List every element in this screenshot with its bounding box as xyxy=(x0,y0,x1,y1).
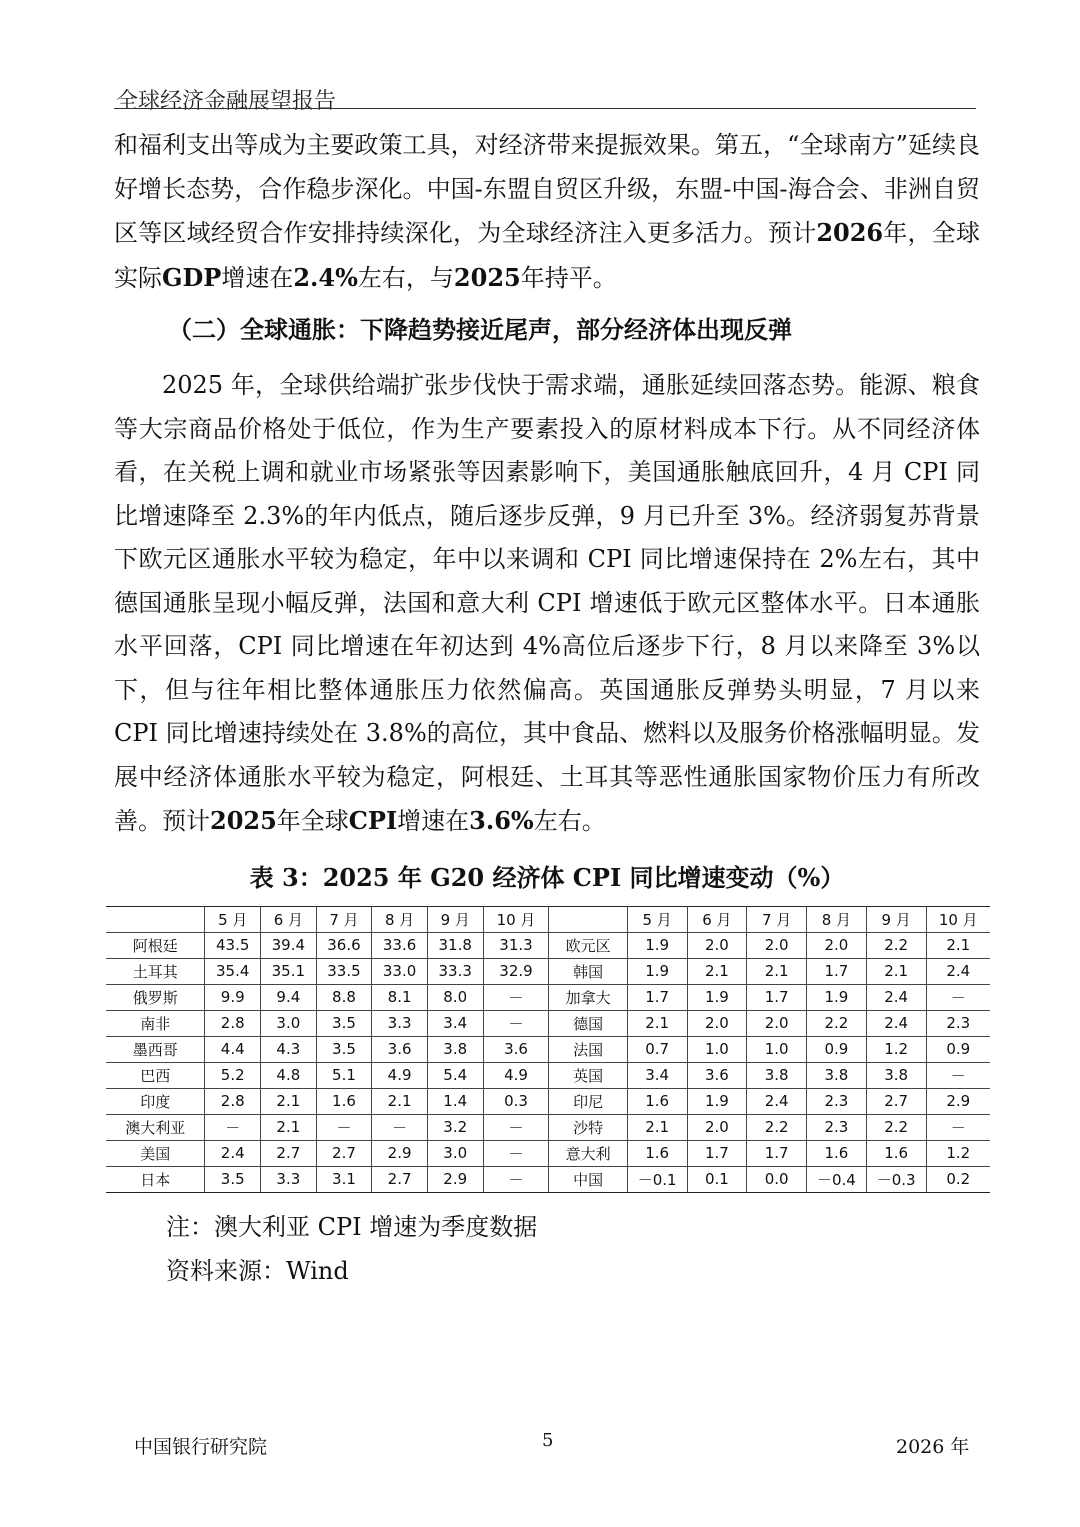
cpi-value-cell: 0.9 xyxy=(807,1036,867,1062)
economy-name-cell: 加拿大 xyxy=(549,984,627,1010)
cpi-value-cell: 2.7 xyxy=(372,1166,428,1192)
cpi-value-cell: 2.2 xyxy=(747,1114,807,1140)
cpi-value-cell: 2.1 xyxy=(372,1088,428,1114)
cpi-value-cell: 5.4 xyxy=(427,1062,483,1088)
cpi-value-cell: 2.1 xyxy=(261,1114,317,1140)
cpi-value-cell: 3.5 xyxy=(205,1166,261,1192)
cpi-value-cell: 3.6 xyxy=(687,1062,747,1088)
p2-bold-year: 2025 xyxy=(210,806,277,835)
cpi-value-cell: 1.0 xyxy=(687,1036,747,1062)
cpi-value-cell: － xyxy=(372,1114,428,1140)
table-row xyxy=(106,1010,990,1036)
cpi-value-cell: 2.4 xyxy=(747,1088,807,1114)
p2-bold-rate: 3.6% xyxy=(469,806,534,835)
cpi-value-cell: 3.4 xyxy=(627,1062,687,1088)
p2-text-2: 年全球 xyxy=(276,807,349,835)
footer-year: 2026 年 xyxy=(896,1436,970,1458)
p1-text-2: 年，全球实际 xyxy=(114,219,980,292)
cpi-value-cell: － xyxy=(205,1114,261,1140)
cpi-value-cell: 2.3 xyxy=(807,1114,867,1140)
economy-name-cell: 土耳其 xyxy=(106,958,205,984)
cpi-value-cell: 3.3 xyxy=(261,1166,317,1192)
cpi-value-cell: 2.1 xyxy=(747,958,807,984)
cpi-value-cell: 2.9 xyxy=(372,1140,428,1166)
cpi-value-cell: － xyxy=(483,984,549,1010)
cpi-value-cell: 1.4 xyxy=(427,1088,483,1114)
cpi-value-cell: 1.9 xyxy=(687,1088,747,1114)
cpi-value-cell: － xyxy=(483,1010,549,1036)
header-blank-left xyxy=(106,906,205,932)
cpi-value-cell: 2.3 xyxy=(807,1088,867,1114)
cpi-value-cell: 0.2 xyxy=(926,1166,990,1192)
cpi-value-cell: 1.9 xyxy=(627,932,687,958)
cpi-value-cell: 1.7 xyxy=(627,984,687,1010)
cpi-value-cell: 32.9 xyxy=(483,958,549,984)
p2-text-1: 2025 年，全球供给端扩张步伐快于需求端，通胀延续回落态势。能源、粮食等大宗商品价格处于低位，作为生产要素投入的原材料成本下行。从不同经济体看，在关税上调和就业市场紧张等因素影响下，美国通胀触底回升，4 月 CPI 同比增速降至 2.3%的年内低点，随后逐步反弹，9 月已升至 3%。经济弱复苏背景下欧元区通胀水平较为稳定，年中以来调和 CPI 同比增速保持在 2%左右，其中德国通胀呈现小幅反弹，法国和意大利 CPI 增速低于欧元区整体水平。日本通胀水平回落，CPI 同比增速在年初达到 4%高位后逐步下行，8 月以来降至 3%以下，但与往年相比整体通胀压力依然偏高。英国通胀反弹势头明显，7 月以来 CPI 同比增速持续处在 3.8%的高位，其中食品、燃料以及服务价格涨幅明显。发展中经济体通胀水平较为稳定，阿根廷、土耳其等恶性通胀国家物价压力有所改善。预计 xyxy=(114,371,980,835)
cpi-value-cell: 1.6 xyxy=(316,1088,372,1114)
cpi-value-cell: 2.0 xyxy=(747,1010,807,1036)
table-header-row xyxy=(106,906,990,932)
economy-name-cell: 巴西 xyxy=(106,1062,205,1088)
cpi-value-cell: － xyxy=(926,1062,990,1088)
cpi-value-cell: 3.6 xyxy=(483,1036,549,1062)
cpi-value-cell: 3.2 xyxy=(427,1114,483,1140)
cpi-value-cell: 3.8 xyxy=(427,1036,483,1062)
cpi-value-cell: 39.4 xyxy=(261,932,317,958)
cpi-value-cell: 3.6 xyxy=(372,1036,428,1062)
table-row xyxy=(106,1114,990,1140)
cpi-value-cell: 2.9 xyxy=(926,1088,990,1114)
cpi-value-cell: 3.8 xyxy=(866,1062,926,1088)
economy-name-cell: 欧元区 xyxy=(549,932,627,958)
month-header: 9 月 xyxy=(427,906,483,932)
cpi-value-cell: 0.7 xyxy=(627,1036,687,1062)
month-header: 5 月 xyxy=(205,906,261,932)
paragraph-gdp-outlook xyxy=(114,124,980,300)
cpi-value-cell: 0.9 xyxy=(926,1036,990,1062)
economy-name-cell: 美国 xyxy=(106,1140,205,1166)
cpi-value-cell: 2.8 xyxy=(205,1088,261,1114)
cpi-value-cell: 2.0 xyxy=(747,932,807,958)
cpi-value-cell: 9.9 xyxy=(205,984,261,1010)
cpi-value-cell: 2.4 xyxy=(205,1140,261,1166)
month-header: 8 月 xyxy=(372,906,428,932)
cpi-value-cell: 8.0 xyxy=(427,984,483,1010)
cpi-value-cell: 2.1 xyxy=(926,932,990,958)
p1-text-4: 左右，与 xyxy=(357,263,454,292)
table-row xyxy=(106,958,990,984)
data-source: 资料来源：Wind xyxy=(166,1256,349,1285)
month-header: 9 月 xyxy=(866,906,926,932)
p2-text-3: 增速在 xyxy=(397,807,470,835)
cpi-value-cell: －0.1 xyxy=(627,1166,687,1192)
table-row xyxy=(106,1062,990,1088)
cpi-value-cell: 1.6 xyxy=(627,1088,687,1114)
cpi-value-cell: 33.3 xyxy=(427,958,483,984)
month-header: 6 月 xyxy=(261,906,317,932)
month-header: 10 月 xyxy=(483,906,549,932)
cpi-value-cell: －0.3 xyxy=(866,1166,926,1192)
page-content xyxy=(114,124,980,1293)
economy-name-cell: 日本 xyxy=(106,1166,205,1192)
cpi-value-cell: 2.1 xyxy=(687,958,747,984)
cpi-value-cell: 3.1 xyxy=(316,1166,372,1192)
economy-name-cell: 中国 xyxy=(549,1166,627,1192)
cpi-value-cell: － xyxy=(483,1140,549,1166)
table-caption: 表 3：2025 年 G20 经济体 CPI 同比增速变动（%） xyxy=(249,862,845,892)
cpi-value-cell: 2.1 xyxy=(866,958,926,984)
cpi-value-cell: 4.3 xyxy=(261,1036,317,1062)
month-header: 7 月 xyxy=(747,906,807,932)
cpi-value-cell: 3.4 xyxy=(427,1010,483,1036)
p1-bold-year: 2026 xyxy=(816,218,884,247)
economy-name-cell: 意大利 xyxy=(549,1140,627,1166)
cpi-value-cell: 1.7 xyxy=(747,984,807,1010)
table-row xyxy=(106,984,990,1010)
cpi-value-cell: 3.3 xyxy=(372,1010,428,1036)
cpi-value-cell: 0.3 xyxy=(483,1088,549,1114)
cpi-value-cell: 2.2 xyxy=(866,932,926,958)
cpi-value-cell: 1.6 xyxy=(807,1140,867,1166)
cpi-value-cell: 8.8 xyxy=(316,984,372,1010)
cpi-value-cell: 33.6 xyxy=(372,932,428,958)
cpi-value-cell: 31.3 xyxy=(483,932,549,958)
table-note: 注：澳大利亚 CPI 增速为季度数据 xyxy=(166,1212,538,1241)
month-header: 7 月 xyxy=(316,906,372,932)
cpi-table-body xyxy=(106,932,990,1192)
cpi-value-cell: 2.8 xyxy=(205,1010,261,1036)
month-header: 8 月 xyxy=(807,906,867,932)
cpi-value-cell: 2.0 xyxy=(807,932,867,958)
cpi-value-cell: 1.2 xyxy=(866,1036,926,1062)
cpi-value-cell: 4.8 xyxy=(261,1062,317,1088)
economy-name-cell: 墨西哥 xyxy=(106,1036,205,1062)
economy-name-cell: 沙特 xyxy=(549,1114,627,1140)
cpi-value-cell: 1.7 xyxy=(747,1140,807,1166)
cpi-value-cell: 35.4 xyxy=(205,958,261,984)
cpi-value-cell: 3.0 xyxy=(261,1010,317,1036)
economy-name-cell: 英国 xyxy=(549,1062,627,1088)
cpi-value-cell: 2.7 xyxy=(261,1140,317,1166)
cpi-value-cell: 36.6 xyxy=(316,932,372,958)
cpi-value-cell: 2.1 xyxy=(261,1088,317,1114)
economy-name-cell: 俄罗斯 xyxy=(106,984,205,1010)
cpi-table xyxy=(106,906,990,1193)
economy-name-cell: 南非 xyxy=(106,1010,205,1036)
header-rule xyxy=(114,108,976,109)
cpi-value-cell: － xyxy=(926,1114,990,1140)
economy-name-cell: 韩国 xyxy=(549,958,627,984)
cpi-value-cell: 4.4 xyxy=(205,1036,261,1062)
month-header: 6 月 xyxy=(687,906,747,932)
p1-text-1: 和福利支出等成为主要政策工具，对经济带来提振效果。第五，“全球南方”延续良好增长态势，合作稳步深化。中国-东盟自贸区升级，东盟-中国-海合会、非洲自贸区等区域经贸合作安排持续深化，为全球经济注入更多活力。预计 xyxy=(114,131,980,247)
cpi-value-cell: 1.0 xyxy=(747,1036,807,1062)
cpi-value-cell: － xyxy=(483,1166,549,1192)
month-header: 10 月 xyxy=(926,906,990,932)
cpi-value-cell: 2.7 xyxy=(866,1088,926,1114)
cpi-value-cell: 1.6 xyxy=(627,1140,687,1166)
header-blank-right xyxy=(549,906,627,932)
cpi-value-cell: 31.8 xyxy=(427,932,483,958)
cpi-value-cell: 4.9 xyxy=(483,1062,549,1088)
p1-text-3: 增速在 xyxy=(221,263,294,292)
economy-name-cell: 阿根廷 xyxy=(106,932,205,958)
cpi-value-cell: 2.0 xyxy=(687,932,747,958)
p2-bold-cpi: CPI xyxy=(348,806,398,835)
cpi-value-cell: 3.0 xyxy=(427,1140,483,1166)
cpi-value-cell: 2.3 xyxy=(926,1010,990,1036)
cpi-value-cell: 2.1 xyxy=(627,1114,687,1140)
p1-bold-rate: 2.4% xyxy=(293,262,358,292)
cpi-value-cell: 3.8 xyxy=(807,1062,867,1088)
cpi-value-cell: 0.0 xyxy=(747,1166,807,1192)
p1-bold-gdp: GDP xyxy=(162,262,222,292)
cpi-value-cell: 3.8 xyxy=(747,1062,807,1088)
cpi-value-cell: 3.5 xyxy=(316,1010,372,1036)
cpi-value-cell: 2.0 xyxy=(687,1114,747,1140)
cpi-value-cell: 2.9 xyxy=(427,1166,483,1192)
cpi-value-cell: － xyxy=(483,1114,549,1140)
cpi-value-cell: 3.5 xyxy=(316,1036,372,1062)
paragraph-inflation xyxy=(114,364,980,844)
table-row xyxy=(106,1088,990,1114)
footer-organization: 中国银行研究院 xyxy=(134,1436,268,1458)
cpi-value-cell: 2.4 xyxy=(866,1010,926,1036)
section-heading: （二）全球通胀：下降趋势接近尾声，部分经济体出现反弹 xyxy=(168,315,792,344)
economy-name-cell: 印尼 xyxy=(549,1088,627,1114)
cpi-value-cell: 0.1 xyxy=(687,1166,747,1192)
table-row xyxy=(106,1036,990,1062)
cpi-value-cell: 43.5 xyxy=(205,932,261,958)
cpi-value-cell: 1.9 xyxy=(807,984,867,1010)
p2-text-4: 左右。 xyxy=(533,807,606,835)
p1-bold-year2: 2025 xyxy=(453,262,521,292)
cpi-value-cell: 1.6 xyxy=(866,1140,926,1166)
cpi-value-cell: 5.2 xyxy=(205,1062,261,1088)
cpi-value-cell: 5.1 xyxy=(316,1062,372,1088)
cpi-value-cell: 4.9 xyxy=(372,1062,428,1088)
cpi-value-cell: 2.1 xyxy=(627,1010,687,1036)
cpi-value-cell: 8.1 xyxy=(372,984,428,1010)
cpi-value-cell: 2.2 xyxy=(807,1010,867,1036)
cpi-value-cell: 1.2 xyxy=(926,1140,990,1166)
economy-name-cell: 澳大利亚 xyxy=(106,1114,205,1140)
cpi-value-cell: － xyxy=(316,1114,372,1140)
economy-name-cell: 德国 xyxy=(549,1010,627,1036)
cpi-value-cell: 1.7 xyxy=(807,958,867,984)
cpi-value-cell: 2.7 xyxy=(316,1140,372,1166)
cpi-value-cell: 2.4 xyxy=(926,958,990,984)
economy-name-cell: 法国 xyxy=(549,1036,627,1062)
cpi-value-cell: 1.7 xyxy=(687,1140,747,1166)
cpi-value-cell: 33.0 xyxy=(372,958,428,984)
cpi-value-cell: 33.5 xyxy=(316,958,372,984)
cpi-value-cell: 2.0 xyxy=(687,1010,747,1036)
cpi-value-cell: 9.4 xyxy=(261,984,317,1010)
table-row xyxy=(106,1140,990,1166)
table-row xyxy=(106,1166,990,1192)
cpi-value-cell: 1.9 xyxy=(687,984,747,1010)
header-title: 全球经济金融展望报告 xyxy=(116,89,337,114)
p1-text-5: 年持平。 xyxy=(520,263,617,292)
economy-name-cell: 印度 xyxy=(106,1088,205,1114)
month-header: 5 月 xyxy=(627,906,687,932)
cpi-value-cell: 2.4 xyxy=(866,984,926,1010)
cpi-value-cell: －0.4 xyxy=(807,1166,867,1192)
cpi-value-cell: 35.1 xyxy=(261,958,317,984)
cpi-value-cell: － xyxy=(926,984,990,1010)
page-number: 5 xyxy=(542,1430,554,1451)
table-row xyxy=(106,932,990,958)
cpi-value-cell: 2.2 xyxy=(866,1114,926,1140)
cpi-value-cell: 1.9 xyxy=(627,958,687,984)
